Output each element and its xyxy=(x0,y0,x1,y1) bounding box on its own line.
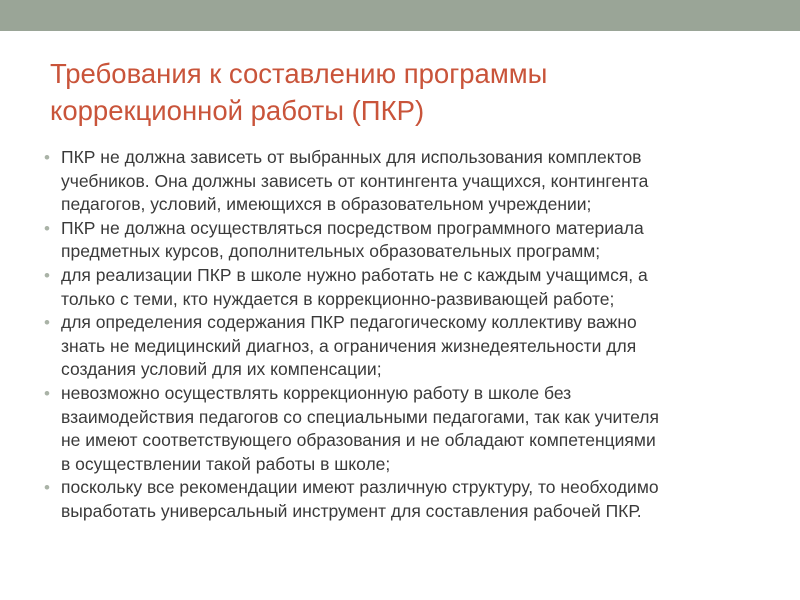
bullet-item xyxy=(40,217,760,264)
bullet-item xyxy=(40,146,760,217)
bullet-item xyxy=(40,264,760,311)
bullet-dot-icon: • xyxy=(44,148,50,167)
bullet-text-line: выработать универсальный инструмент для составления рабочей ПКР. xyxy=(61,500,642,521)
bullet-text-line: в осуществлении такой работы в школе; xyxy=(61,453,391,474)
bullet-text-line: знать не медицинский диагноз, а ограничения жизнедеятельности для xyxy=(61,335,637,356)
bullet-text-line: только с теми, кто нуждается в коррекционно-развивающей работе; xyxy=(61,288,615,309)
bullet-item xyxy=(40,476,760,523)
slide-title-line: коррекционной работы (ПКР) xyxy=(50,95,425,126)
bullet-text-line: учебников. Она должны зависеть от контингента учащихся, контингента xyxy=(61,170,649,191)
bullet-text-line: для реализации ПКР в школе нужно работать не с каждым учащимся, а xyxy=(61,264,648,285)
bullet-text-line: создания условий для их компенсации; xyxy=(61,359,382,380)
top-accent-bar xyxy=(0,0,800,31)
bullet-dot-icon: • xyxy=(44,478,50,498)
bullet-dot-icon: • xyxy=(44,265,50,285)
bullet-text-line: взаимодействия педагогов со специальными педагогами, так как учителя xyxy=(61,406,659,427)
bullet-text-line: невозможно осуществлять коррекционную работу в школе без xyxy=(61,382,572,403)
bullet-text-line: не имеют соответствующего образования и не обладают компетенциями xyxy=(61,430,656,451)
bullet-dot-icon: • xyxy=(44,383,50,403)
bullet-text-line: поскольку все рекомендации имеют различную структуру, то необходимо xyxy=(61,477,659,498)
bullet-dot-icon: • xyxy=(44,313,50,333)
bullet-text-line: ПКР не должна осуществляться посредством программного материала xyxy=(61,217,644,238)
bullet-text-line: предметных курсов, дополнительных образовательных программ; xyxy=(61,241,601,262)
bullet-text-line: ПКР не должна зависеть от выбранных для использования комплектов xyxy=(61,147,642,167)
bullet-item xyxy=(40,311,760,382)
slide-title-line: Требования к составлению программы xyxy=(50,58,548,89)
bullet-item xyxy=(40,382,760,476)
bullet-dot-icon: • xyxy=(44,218,50,238)
bullet-list xyxy=(40,146,760,524)
slide-title xyxy=(50,55,750,129)
bullet-text-line: для определения содержания ПКР педагогическому коллективу важно xyxy=(61,312,637,333)
bullet-text-line: педагогов, условий, имеющихся в образовательном учреждении; xyxy=(61,194,592,215)
